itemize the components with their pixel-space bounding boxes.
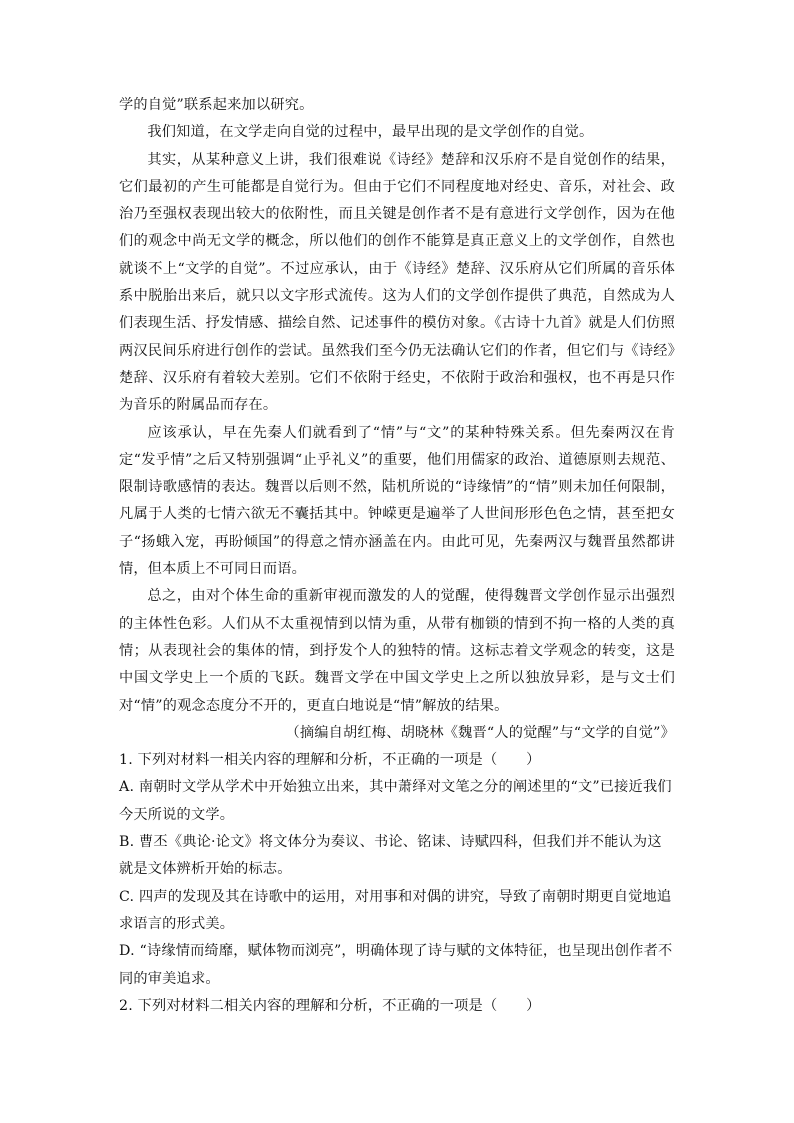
paragraph-emotion-and-literature: 应该承认，早在先秦人们就看到了“情”与“文”的某种特殊关系。但先秦两汉在肯定“发乎情”之后又特别强调“止乎礼义”的重要，他们用儒家的政治、道德原则去规范、限制诗歌感情的表达。魏晋以后则不然，陆机所说的“诗缘情”的“情”则未加任何限制，凡属于人类的七情六欲无不囊括其中。钟嵘更是遍举了人世间形形色色之情，甚至把女子“扬蛾入宠，再盼倾国”的得意之情亦涵盖在内。由此可见，先秦两汉与魏晋虽然都讲情，但本质上不可同日而语。	[119, 424, 675, 578]
question-2-title: 2. 下列对材料二相关内容的理解和分析，不正确的一项是（ ）	[119, 997, 541, 1014]
question-1-option-b: B. 曹丕《典论·论文》将文体分为奏议、书论、铭诔、诗赋四科，但我们并不能认为这就是文体辨析开始的标志。	[119, 834, 662, 878]
citation: （摘编自胡红梅、胡晓林《魏晋“人的觉醒”与“文学的自觉”》	[285, 724, 675, 741]
question-1-option-c: C. 四声的发现及其在诗歌中的运用，对用事和对偶的讲究，导致了南朝时期更自觉地追求语言的形式美。	[119, 888, 672, 932]
question-1-option-a: A. 南朝时文学从学术中开始独立出来，其中萧绎对文笔之分的阐述里的“文”已接近我们今天所说的文学。	[119, 779, 672, 823]
paragraph-conclusion: 总之，由对个体生命的重新审视而激发的人的觉醒，使得魏晋文学创作显示出强烈的主体性色彩。人们从不太重视情到以情为重，从带有枷锁的情到不拘一格的人类的真情；从表现社会的集体的情，到抒发个人的独特的情。这标志着文学观念的转变，这是中国文学史上一个质的飞跃。魏晋文学在中国文学史上之所以独放异彩，是与文士们对“情”的观念态度分不开的，更直白地说是“情”解放的结果。	[119, 588, 675, 714]
document-content	[119, 92, 675, 1020]
paragraph-creation-consciousness: 其实，从某种意义上讲，我们很难说《诗经》楚辞和汉乐府不是自觉创作的结果，它们最初的产生可能都是自觉行为。但由于它们不同程度地对经史、音乐，对社会、政治乃至强权表现出较大的依附性，而且关键是创作者不是有意进行文学创作，因为在他们的观念中尚无文学的概念，所以他们的创作不能算是真正意义上的文学创作，自然也就谈不上“文学的自觉”。不过应承认，由于《诗经》楚辞、汉乐府从它们所属的音乐体系中脱胎出来后，就只以文字形式流传。这为人们的文学创作提供了典范，自然成为人们表现生活、抒发情感、描绘自然、记述事件的模仿对象。《古诗十九首》就是人们仿照两汉民间乐府进行创作的尝试。虽然我们至今仍无法确认它们的作者，但它们与《诗经》楚辞、汉乐府有着较大差别。它们不依附于经史，不依附于政治和强权，也不再是只作为音乐的附属品而存在。	[119, 151, 675, 414]
paragraph-literary-awareness: 我们知道，在文学走向自觉的过程中，最早出现的是文学创作的自觉。	[147, 124, 594, 141]
paragraph-continuation: 学的自觉”联系起来加以研究。	[119, 97, 314, 113]
question-1-title: 1. 下列对材料一相关内容的理解和分析，不正确的一项是（ ）	[119, 752, 541, 769]
question-1-option-d: D. “诗缘情而绮靡，赋体物而浏亮”，明确体现了诗与赋的文体特征，也呈现出创作者不同的审美追求。	[119, 943, 673, 987]
